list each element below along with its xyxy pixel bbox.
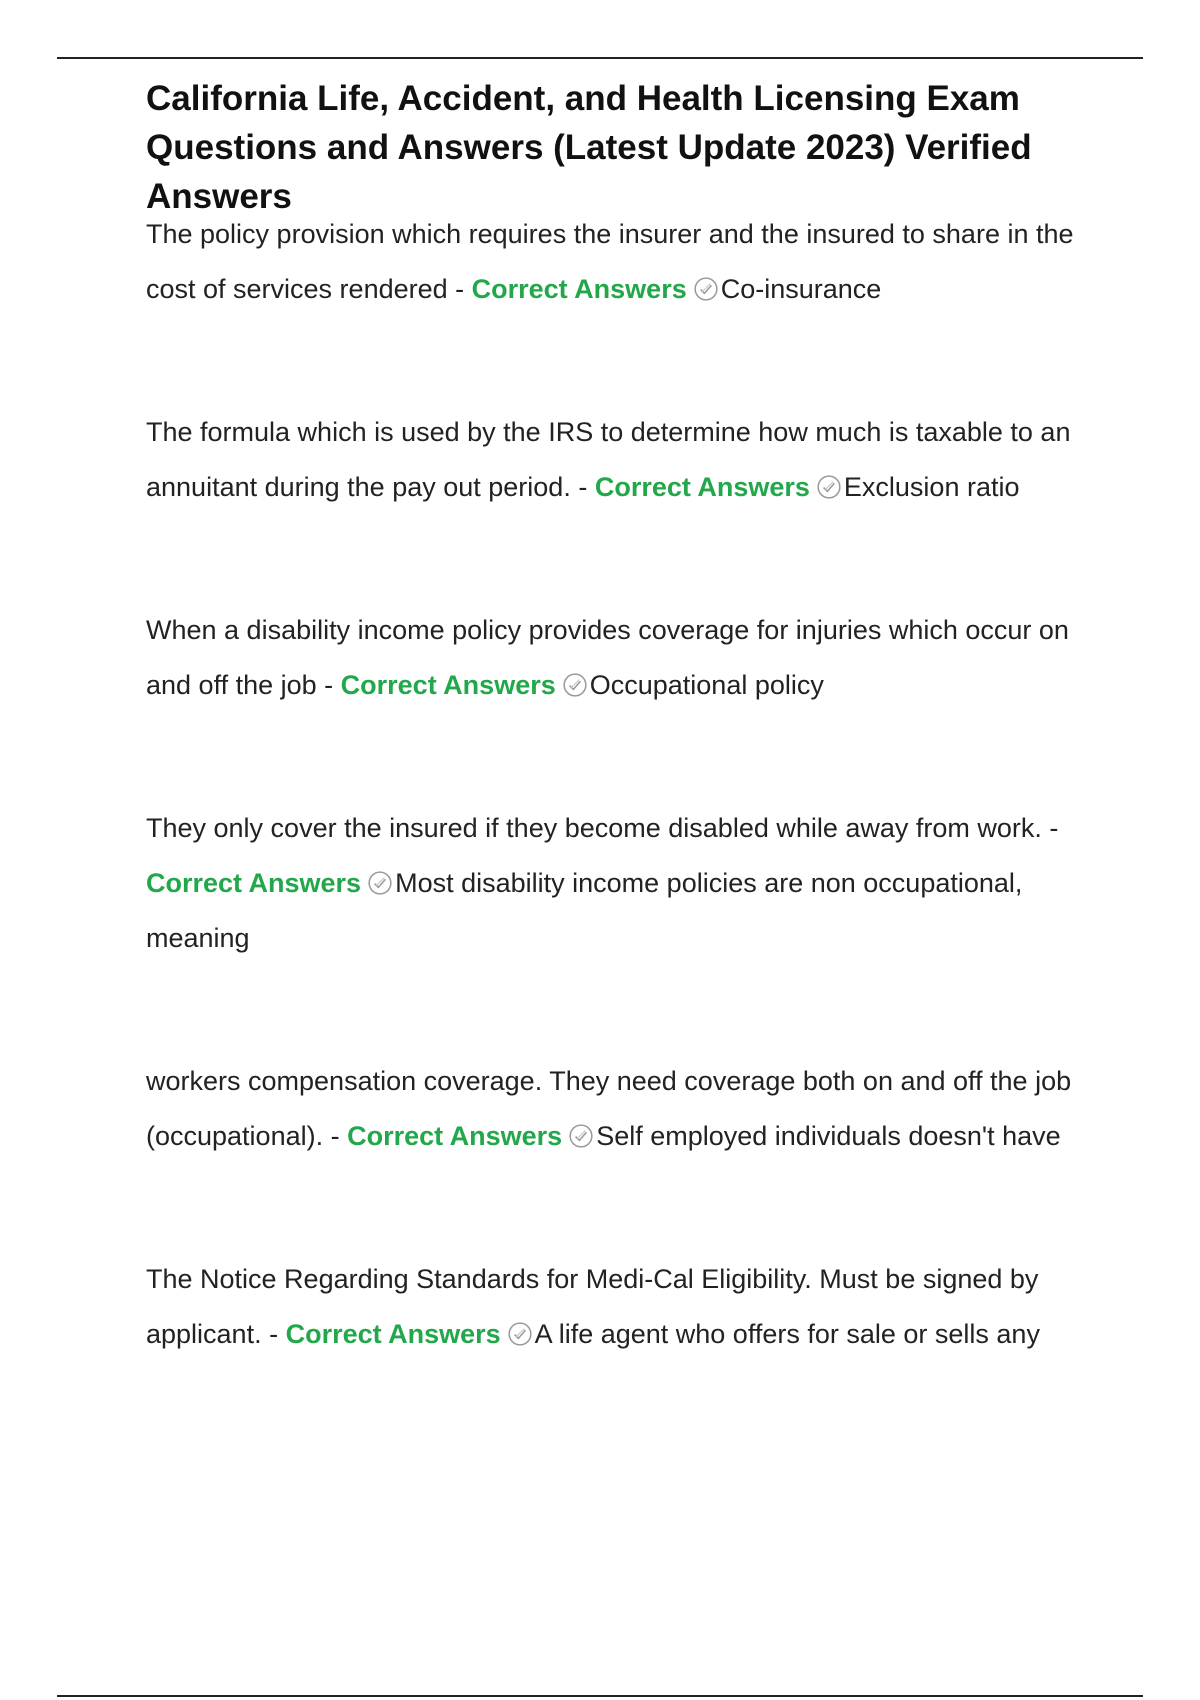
qa-item (146, 207, 1096, 317)
question-text: The formula which is used by the IRS to determine how much is taxable to an annuitant during the pay out period. (146, 417, 1071, 502)
separator: - (1041, 813, 1059, 843)
correct-answers-label: Correct Answers (471, 274, 687, 304)
question-text: The policy provision which requires the insurer and the insured to share in the cost of services rendered (146, 219, 1074, 304)
answer-text: A life agent who offers for sale or sells any (534, 1319, 1040, 1349)
qa-item (146, 405, 1096, 515)
correct-answers-label: Correct Answers (285, 1319, 501, 1349)
answer-text: Occupational policy (589, 670, 824, 700)
bottom-rule (57, 1695, 1143, 1697)
question-text: They only cover the insured if they become disabled while away from work. (146, 813, 1042, 843)
document-body (146, 74, 1096, 1362)
separator: - (323, 1121, 348, 1151)
question-text: When a disability income policy provides coverage for injuries which occur on and off the job (146, 615, 1069, 700)
qa-item (146, 1252, 1096, 1362)
separator: - (261, 1319, 286, 1349)
separator: - (316, 670, 341, 700)
check-circle-icon (816, 474, 842, 500)
check-circle-icon (693, 276, 719, 302)
answer-text: Self employed individuals doesn't have (596, 1121, 1061, 1151)
question-text: The Notice Regarding Standards for Medi-Cal Eligibility. Must be signed by applicant. (146, 1264, 1039, 1349)
check-circle-icon (562, 672, 588, 698)
qa-item (146, 603, 1096, 713)
separator: - (570, 472, 595, 502)
correct-answers-label: Correct Answers (340, 670, 556, 700)
answer-text: Most disability income policies are non occupational, meaning (146, 868, 1023, 953)
question-text: workers compensation coverage. They need coverage both on and off the job (occupational). (146, 1066, 1072, 1151)
top-rule (57, 57, 1143, 59)
answer-text: Co-insurance (720, 274, 882, 304)
correct-answers-label: Correct Answers (347, 1121, 563, 1151)
qa-list (146, 207, 1096, 1362)
document-title: California Life, Accident, and Health Licensing Exam Questions and Answers (Latest Update 2023) Verified Answers (146, 79, 1032, 216)
check-circle-icon (367, 870, 393, 896)
qa-item (146, 1054, 1096, 1164)
qa-item (146, 801, 1096, 966)
check-circle-icon (568, 1123, 594, 1149)
correct-answers-label: Correct Answers (146, 868, 362, 898)
answer-text: Exclusion ratio (843, 472, 1020, 502)
correct-answers-label: Correct Answers (594, 472, 810, 502)
check-circle-icon (507, 1321, 533, 1347)
separator: - (447, 274, 472, 304)
